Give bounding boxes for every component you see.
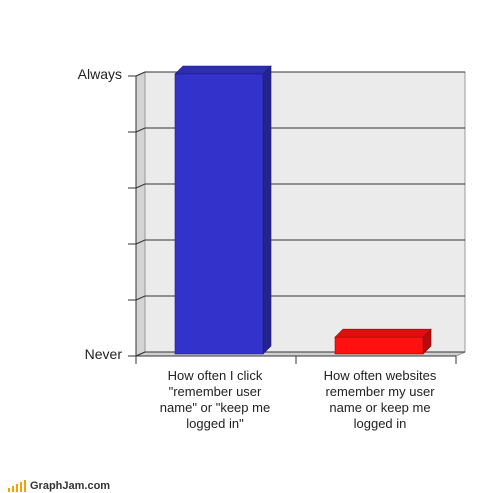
bar-side-1: [263, 66, 271, 354]
category-label-1-line-4: logged in": [186, 416, 244, 431]
category-label-2-line-4: logged in: [353, 416, 407, 431]
category-label-1-line-1: How often I click: [167, 368, 263, 383]
category-label-2-line-3: name or keep me: [329, 400, 431, 415]
category-label-2: [300, 368, 460, 432]
bar-2: [335, 337, 423, 354]
category-label-1-line-2: "remember user: [168, 384, 262, 399]
category-label-2-line-1: How often websites: [323, 368, 437, 383]
bar-1: [175, 74, 263, 354]
bar-logo-icon: [8, 480, 26, 492]
category-label-2-line-2: remember my user: [325, 384, 435, 399]
brand-text: GraphJam.com: [30, 480, 111, 492]
y-label-always: Always: [77, 66, 122, 82]
bar-top-1: [175, 66, 271, 74]
category-label-1: [140, 368, 290, 432]
plot-side-wall: [136, 72, 145, 356]
bar-top-2: [335, 329, 431, 337]
y-label-never: Never: [84, 346, 122, 362]
category-label-1-line-3: name" or "keep me: [159, 400, 271, 415]
footer-brand: [8, 478, 110, 492]
